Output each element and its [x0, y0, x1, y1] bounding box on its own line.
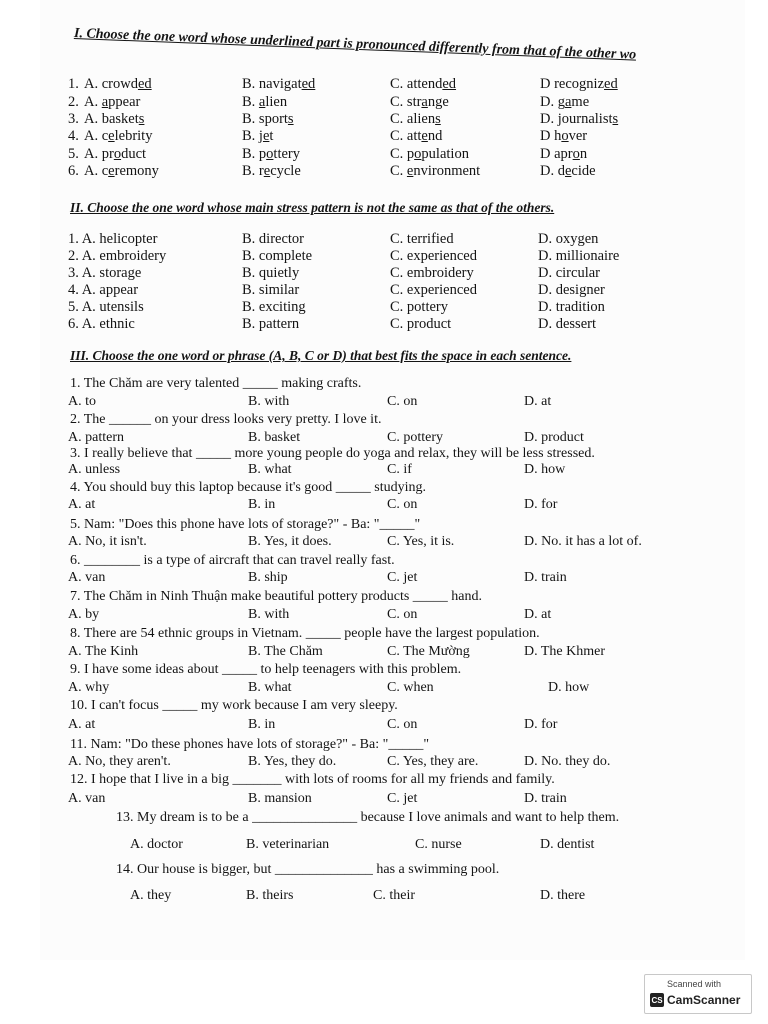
section-3-question-9: 9. I have some ideas about _____ to help teenagers with this problem. — [70, 662, 462, 677]
option-c: C. Yes, they are. — [387, 754, 479, 769]
option-a: A. van — [68, 791, 106, 806]
section-3-question-4: 4. You should buy this laptop because it's good _____ studying. — [70, 480, 427, 495]
option-b: B. pottery — [242, 146, 300, 162]
option-d: D. millionaire — [538, 248, 620, 264]
option-b: B. mansion — [248, 791, 312, 806]
option-a: 4. A. appear — [68, 282, 139, 298]
option-c: C. experienced — [390, 248, 477, 264]
option-c: C. on — [387, 717, 418, 732]
option-d: D. how — [524, 462, 566, 477]
option-a: A. to — [68, 394, 96, 409]
option-d: D. for — [524, 717, 558, 732]
option-d: D. for — [524, 497, 558, 512]
option-d: D. how — [548, 680, 590, 695]
option-c: C. on — [387, 497, 418, 512]
option-a: A. why — [68, 680, 110, 695]
option-d: D. there — [540, 888, 586, 903]
option-a: A. they — [130, 888, 172, 903]
option-c: C. their — [373, 888, 415, 903]
option-d: D recognized — [540, 76, 618, 92]
option-c: C. jet — [387, 570, 418, 585]
section-3-question-6: 6. ________ is a type of aircraft that can travel really fast. — [70, 553, 395, 568]
camscanner-logo-icon: CS — [650, 993, 664, 1007]
option-a: A. at — [68, 717, 96, 732]
option-c: C. on — [387, 607, 418, 622]
option-d: D. No. they do. — [524, 754, 611, 769]
question-number: 1. — [68, 76, 79, 92]
option-b: B. pattern — [242, 316, 300, 332]
section-3-question-8: 8. There are 54 ethnic groups in Vietnam. _____ people have the largest population. — [70, 626, 540, 641]
option-d: D. oxygen — [538, 231, 599, 247]
option-d: D. The Khmer — [524, 644, 605, 659]
option-d: D. journalists — [540, 111, 619, 127]
option-a: A. van — [68, 570, 106, 585]
option-c: C. nurse — [415, 837, 462, 852]
option-d: D. No. it has a lot of. — [524, 534, 642, 549]
option-c: C. terrified — [390, 231, 454, 247]
option-c: C. if — [387, 462, 412, 477]
option-c: C. pottery — [387, 430, 443, 445]
option-b: B. in — [248, 717, 276, 732]
option-c: C. The Mường — [387, 644, 470, 659]
section-3-question-13: 13. My dream is to be a _______________ because I love animals and want to help them. — [116, 810, 620, 825]
section-3-question-12: 12. I hope that I live in a big _______ with lots of rooms for all my friends and family. — [70, 772, 555, 787]
section-3-question-2: 2. The ______ on your dress looks very pretty. I love it. — [70, 412, 382, 427]
option-b: B. what — [248, 462, 292, 477]
option-d: D apron — [540, 146, 588, 162]
section-2-heading: II. Choose the one word whose main stress pattern is not the same as that of the others. — [70, 200, 555, 215]
option-d: D. circular — [538, 265, 600, 281]
scanned-with-text: Scanned with — [667, 979, 722, 989]
option-b: B. Yes, it does. — [248, 534, 332, 549]
option-b: B. jet — [242, 128, 274, 144]
option-b: B. basket — [248, 430, 301, 445]
option-c: C. product — [390, 316, 452, 332]
option-b: B. navigated — [242, 76, 316, 92]
section-3-question-1: 1. The Chăm are very talented _____ making crafts. — [70, 376, 362, 391]
option-b: B. with — [248, 394, 290, 409]
option-d: D. dessert — [538, 316, 596, 332]
option-c: C. on — [387, 394, 418, 409]
option-b: B. The Chăm — [248, 644, 323, 659]
option-a: A. unless — [68, 462, 121, 477]
option-b: B. complete — [242, 248, 313, 264]
option-b: B. exciting — [242, 299, 306, 315]
option-b: B. in — [248, 497, 276, 512]
option-a: A. doctor — [130, 837, 183, 852]
option-b: B. sports — [242, 111, 294, 127]
option-c: C. jet — [387, 791, 418, 806]
option-d: D. game — [540, 94, 590, 110]
section-3-question-7: 7. The Chăm in Ninh Thuận make beautiful pottery products _____ hand. — [70, 589, 483, 604]
option-d: D. at — [524, 394, 552, 409]
option-b: B. Yes, they do. — [248, 754, 337, 769]
option-c: C. population — [390, 146, 469, 162]
option-b: B. director — [242, 231, 305, 247]
option-d: D. at — [524, 607, 552, 622]
question-number: 3. — [68, 111, 79, 127]
camscanner-brand: CamScanner — [667, 993, 741, 1007]
option-a: A. crowded — [84, 76, 152, 92]
option-a: 1. A. helicopter — [68, 231, 158, 247]
option-a: A. No, it isn't. — [68, 534, 147, 549]
option-a: A. appear — [84, 94, 141, 110]
option-b: B. what — [248, 680, 292, 695]
option-c: C. pottery — [390, 299, 448, 315]
option-a: A. The Kinh — [68, 644, 139, 659]
option-a: A. celebrity — [84, 128, 153, 144]
option-b: B. recycle — [242, 163, 301, 179]
option-a: A. by — [68, 607, 100, 622]
option-a: A. ceremony — [84, 163, 159, 179]
option-c: C. attend — [390, 128, 443, 144]
option-d: D. train — [524, 570, 567, 585]
option-a: A. at — [68, 497, 96, 512]
option-c: C. strange — [390, 94, 449, 110]
option-c: C. when — [387, 680, 434, 695]
option-c: C. attended — [390, 76, 457, 92]
option-b: B. theirs — [246, 888, 294, 903]
section-3-question-5: 5. Nam: "Does this phone have lots of storage?" - Ba: "_____" — [70, 517, 421, 532]
option-d: D. tradition — [538, 299, 605, 315]
option-a: A. pattern — [68, 430, 124, 445]
question-number: 5. — [68, 146, 79, 162]
option-a: A. No, they aren't. — [68, 754, 171, 769]
option-a: 3. A. storage — [68, 265, 142, 281]
section-3-question-3: 3. I really believe that _____ more young people do yoga and relax, they will be less stressed. — [70, 446, 595, 461]
option-a: 5. A. utensils — [68, 299, 144, 315]
option-d: D hover — [540, 128, 588, 144]
option-c: C. experienced — [390, 282, 477, 298]
option-c: C. environment — [390, 163, 481, 179]
option-b: B. similar — [242, 282, 300, 298]
option-b: B. quietly — [242, 265, 300, 281]
option-a: 2. A. embroidery — [68, 248, 167, 264]
option-d: D. product — [524, 430, 584, 445]
option-d: D. dentist — [540, 837, 595, 852]
option-d: D. decide — [540, 163, 596, 179]
section-1-heading: I. Choose the one word whose underlined part is pronounced differently from that of the other wo — [73, 26, 637, 63]
question-number: 6. — [68, 163, 79, 179]
option-d: D. designer — [538, 282, 605, 298]
question-number: 2. — [68, 94, 79, 110]
option-c: C. Yes, it is. — [387, 534, 455, 549]
option-b: B. veterinarian — [246, 837, 330, 852]
option-d: D. train — [524, 791, 567, 806]
option-b: B. with — [248, 607, 290, 622]
question-number: 4. — [68, 128, 79, 144]
camscanner-stamp — [644, 974, 752, 1014]
section-3-question-14: 14. Our house is bigger, but ______________ has a swimming pool. — [116, 862, 500, 877]
option-b: B. alien — [242, 94, 288, 110]
option-c: C. aliens — [390, 111, 441, 127]
section-3-question-10: 10. I can't focus _____ my work because I am very sleepy. — [70, 698, 398, 713]
option-b: B. ship — [248, 570, 288, 585]
section-3-heading: III. Choose the one word or phrase (A, B, C or D) that best fits the space in each sentence. — [70, 348, 572, 363]
section-3-question-11: 11. Nam: "Do these phones have lots of storage?" - Ba: "_____" — [70, 737, 430, 752]
option-a: A. baskets — [84, 111, 145, 127]
option-c: C. embroidery — [390, 265, 474, 281]
option-a: 6. A. ethnic — [68, 316, 135, 332]
option-a: A. product — [84, 146, 147, 162]
